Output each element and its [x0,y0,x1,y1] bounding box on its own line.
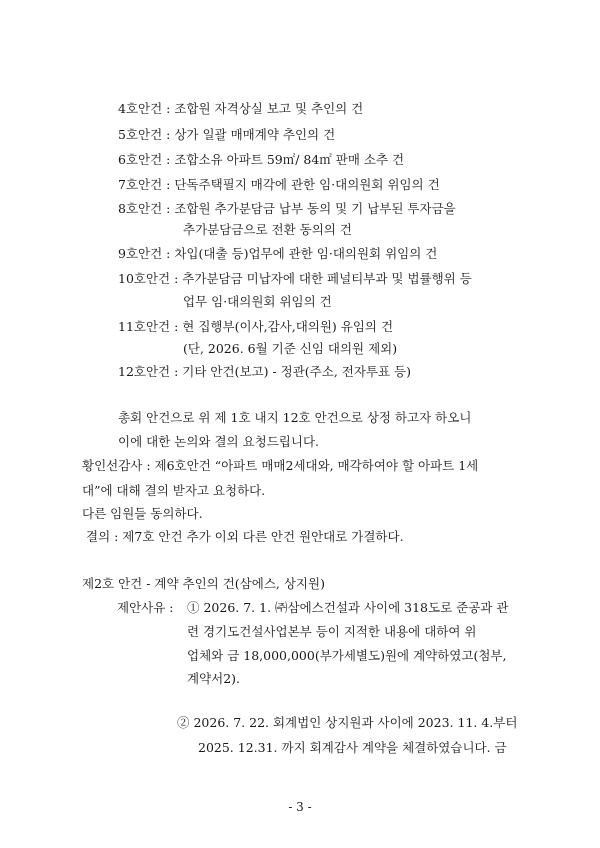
agenda-item-6 [118,152,404,168]
intro-line-2: 이에 대한 논의와 결의 요청드립니다. [118,434,319,449]
agenda-label: 4호안건 : [118,101,175,116]
agenda-text: 단독주택필지 매각에 관한 임·대의원회 위임의 건 [174,177,440,192]
auditor-statement-line-2: 대”에 대해 결의 받자고 요청하다. [82,483,266,498]
agenda-item-5 [118,127,335,143]
reason-1-line-1: ① 2026. 7. 1. ㈜삼에스건설과 사이에 318도로 준공과 관 [187,600,509,615]
agenda-label: 9호안건 : [118,246,175,261]
agenda-text: 현 집행부(이사,감사,대의원) 유임의 건 [182,319,394,334]
agreement-statement: 다른 임원들 동의하다. [82,506,203,521]
agenda-text: 기타 안건(보고) - 정관(주소, 전자투표 등) [182,364,411,379]
agenda-item-7 [118,177,440,193]
reason-2-line-1: ② 2026. 7. 22. 회계법인 상지원과 사이에 2023. 11. 4.부터 [177,715,518,730]
agenda-item-11-continued: (단, 2026. 6월 기준 신임 대의원 제외) [183,341,398,356]
agenda-label: 8호안건 : [118,201,175,216]
auditor-statement-line-1: 황인선감사 : 제6호안건 “아파트 매매2세대와, 매각하여야 할 아파트 1세 [82,458,479,473]
agenda-text: 조합소유 아파트 59㎡/ 84㎡ 판매 소추 건 [174,152,405,167]
agenda-label: 5호안건 : [118,127,175,142]
agenda-item-4 [118,101,363,117]
reason-label: 제안사유 : [117,600,174,615]
agenda-label: 11호안건 : [118,319,183,334]
agenda-item-8-continued: 추가분담금으로 전환 동의의 건 [183,222,352,237]
agenda-item-10-continued: 업무 임·대의원회 위임의 건 [183,294,332,309]
agenda-text: 상가 일괄 매매계약 추인의 건 [174,127,336,142]
reason-2-line-2: 2025. 12.31. 까지 회계감사 계약을 체결하였습니다. 금 [198,740,507,755]
agenda-text: 조합원 자격상실 보고 및 추인의 건 [174,101,364,116]
agenda-label: 6호안건 : [118,152,175,167]
agenda-item-12 [118,364,411,380]
intro-line-1: 총회 안건으로 위 제 1호 내지 12호 안건으로 상정 하고자 하오니 [118,410,472,425]
reason-1-line-2: 련 경기도건설사업본부 등이 지적한 내용에 대하여 위 [187,624,477,639]
agenda-item-9 [118,246,437,262]
reason-1-line-3: 업체와 금 18,000,000(부가세별도)원에 계약하였고(첨부, [187,648,507,663]
agenda-text: 조합원 추가분담금 납부 동의 및 기 납부된 투자금을 [174,201,456,216]
agenda-text: 차입(대출 등)업무에 관한 임·대의원회 위임의 건 [174,246,438,261]
agenda-item-11 [118,319,393,335]
agenda-label: 7호안건 : [118,177,175,192]
page-number: - 3 - [288,800,312,814]
item-2-title: 제2호 안건 - 계약 추인의 건(삼에스, 상지원) [82,576,325,591]
agenda-text: 추가분담금 미납자에 대한 페널티부과 및 법률행위 등 [182,271,472,286]
agenda-label: 12호안건 : [118,364,183,379]
agenda-item-8 [118,201,456,217]
agenda-label: 10호안건 : [118,271,183,286]
resolution-statement: 결의 : 제7호 안건 추가 이외 다른 안건 원안대로 가결하다. [86,529,404,544]
agenda-item-10 [118,271,472,287]
reason-1-line-4: 계약서2). [187,671,241,686]
